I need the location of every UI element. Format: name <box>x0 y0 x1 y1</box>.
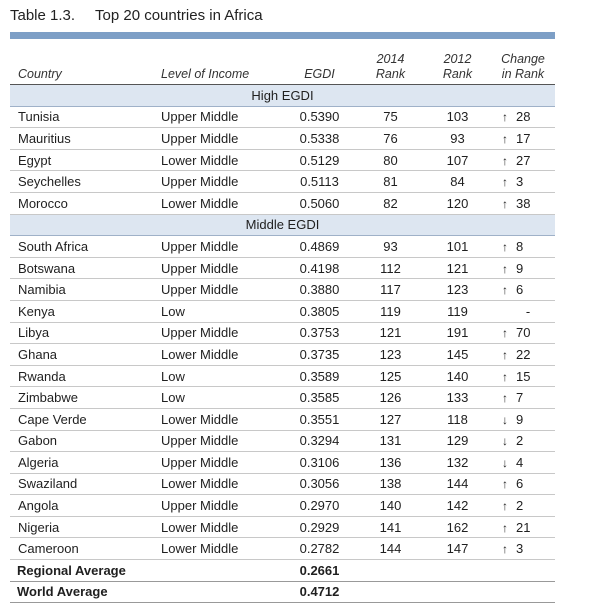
col-header-country: Country <box>18 67 62 81</box>
arrow-down-icon: ↓ <box>502 412 508 427</box>
arrow-down-icon: ↓ <box>502 455 508 470</box>
rank-2012-cell: 133 <box>424 387 491 409</box>
average-label: Regional Average <box>10 560 282 582</box>
arrow-up-icon: ↑ <box>502 261 508 276</box>
arrow-up-icon: ↑ <box>502 196 508 211</box>
income-cell: Lower Middle <box>157 538 282 560</box>
rank-2012-cell: 144 <box>424 473 491 495</box>
header-accent-bar <box>10 32 555 39</box>
income-cell: Upper Middle <box>157 128 282 150</box>
table-row <box>10 128 555 150</box>
rank-2014-cell: 136 <box>357 452 424 474</box>
rank-2012-cell: 129 <box>424 430 491 452</box>
change-value: 28 <box>516 109 531 125</box>
country-cell: Mauritius <box>10 128 157 150</box>
rank-2012-cell: 147 <box>424 538 491 560</box>
country-cell: Rwanda <box>10 365 157 387</box>
rank-2012-cell: 191 <box>424 322 491 344</box>
income-cell: Lower Middle <box>157 344 282 366</box>
arrow-up-icon: ↑ <box>502 175 508 190</box>
table-row <box>10 452 555 474</box>
table-header-row <box>10 44 555 85</box>
rank-2012-cell: 84 <box>424 171 491 193</box>
change-cell <box>491 171 555 193</box>
country-cell: Libya <box>10 322 157 344</box>
egdi-cell: 0.2970 <box>282 495 357 517</box>
income-cell: Lower Middle <box>157 192 282 214</box>
change-cell <box>491 300 555 322</box>
country-cell: Egypt <box>10 149 157 171</box>
rank-2014-cell: 80 <box>357 149 424 171</box>
change-value: 70 <box>516 325 531 341</box>
col-header-2012-rank: 2012 Rank <box>442 52 473 81</box>
change-value: 21 <box>516 519 531 535</box>
income-cell: Upper Middle <box>157 257 282 279</box>
egdi-cell: 0.4869 <box>282 236 357 258</box>
change-value: 38 <box>516 195 531 211</box>
egdi-cell: 0.3589 <box>282 365 357 387</box>
change-cell <box>491 257 555 279</box>
income-cell: Upper Middle <box>157 106 282 128</box>
rank-2014-cell: 126 <box>357 387 424 409</box>
income-cell: Lower Middle <box>157 408 282 430</box>
country-cell: Botswana <box>10 257 157 279</box>
change-cell <box>491 516 555 538</box>
table-row <box>10 106 555 128</box>
country-cell: Angola <box>10 495 157 517</box>
change-cell <box>491 236 555 258</box>
change-cell <box>491 538 555 560</box>
country-cell: Swaziland <box>10 473 157 495</box>
rank-2014-cell: 140 <box>357 495 424 517</box>
table-row <box>10 257 555 279</box>
table-row <box>10 300 555 322</box>
egdi-cell: 0.2782 <box>282 538 357 560</box>
rank-2014-cell: 141 <box>357 516 424 538</box>
arrow-up-icon: ↑ <box>502 542 508 557</box>
change-value: 22 <box>516 346 531 362</box>
rank-2014-cell: 138 <box>357 473 424 495</box>
country-cell: Gabon <box>10 430 157 452</box>
change-cell <box>491 106 555 128</box>
income-cell: Upper Middle <box>157 171 282 193</box>
country-cell: Ghana <box>10 344 157 366</box>
country-cell: Algeria <box>10 452 157 474</box>
country-cell: Tunisia <box>10 106 157 128</box>
group-band-row <box>10 214 555 236</box>
rank-2012-cell: 107 <box>424 149 491 171</box>
group-label: High EGDI <box>10 85 555 107</box>
rank-2012-cell: 123 <box>424 279 491 301</box>
rank-2012-cell: 162 <box>424 516 491 538</box>
country-cell: Nigeria <box>10 516 157 538</box>
col-header-change-line2: in Rank <box>501 67 545 81</box>
rank-2014-cell: 81 <box>357 171 424 193</box>
change-cell <box>491 149 555 171</box>
arrow-up-icon: ↑ <box>502 239 508 254</box>
change-value: 8 <box>516 238 524 254</box>
egdi-table <box>10 44 555 603</box>
table-row <box>10 408 555 430</box>
average-label: World Average <box>10 581 282 603</box>
egdi-cell: 0.3880 <box>282 279 357 301</box>
egdi-cell: 0.3753 <box>282 322 357 344</box>
rank-2012-cell: 145 <box>424 344 491 366</box>
change-value: 6 <box>516 476 524 492</box>
arrow-up-icon: ↑ <box>502 520 508 535</box>
egdi-cell: 0.3056 <box>282 473 357 495</box>
rank-2012-cell: 101 <box>424 236 491 258</box>
rank-2012-cell: 140 <box>424 365 491 387</box>
average-value: 0.2661 <box>282 560 357 582</box>
rank-2012-cell: 93 <box>424 128 491 150</box>
group-band-row <box>10 85 555 107</box>
change-value: 15 <box>516 368 531 384</box>
change-cell <box>491 495 555 517</box>
rank-2012-cell: 132 <box>424 452 491 474</box>
arrow-up-icon: ↑ <box>502 131 508 146</box>
rank-2014-cell: 75 <box>357 106 424 128</box>
rank-2014-cell: 119 <box>357 300 424 322</box>
rank-2014-cell: 125 <box>357 365 424 387</box>
change-value: 3 <box>516 174 524 190</box>
table-row <box>10 365 555 387</box>
egdi-cell: 0.5129 <box>282 149 357 171</box>
average-row <box>10 581 555 603</box>
table-row <box>10 516 555 538</box>
egdi-cell: 0.5390 <box>282 106 357 128</box>
average-row <box>10 560 555 582</box>
rank-2012-cell: 119 <box>424 300 491 322</box>
rank-2014-cell: 112 <box>357 257 424 279</box>
country-cell: South Africa <box>10 236 157 258</box>
egdi-cell: 0.5338 <box>282 128 357 150</box>
change-value: 3 <box>516 541 524 557</box>
change-value: 7 <box>516 390 524 406</box>
arrow-up-icon: ↑ <box>502 391 508 406</box>
income-cell: Upper Middle <box>157 452 282 474</box>
income-cell: Upper Middle <box>157 236 282 258</box>
arrow-down-icon: ↓ <box>502 434 508 449</box>
egdi-cell: 0.5060 <box>282 192 357 214</box>
change-cell <box>491 128 555 150</box>
table-row <box>10 344 555 366</box>
rank-2012-cell: 118 <box>424 408 491 430</box>
col-header-change-line1: Change <box>501 52 545 66</box>
table-row <box>10 236 555 258</box>
table-row <box>10 538 555 560</box>
table-row <box>10 171 555 193</box>
col-header-income: Level of Income <box>161 67 250 81</box>
group-label: Middle EGDI <box>10 214 555 236</box>
rank-2014-cell: 131 <box>357 430 424 452</box>
income-cell: Upper Middle <box>157 430 282 452</box>
country-cell: Namibia <box>10 279 157 301</box>
change-cell <box>491 192 555 214</box>
table-row <box>10 322 555 344</box>
table-row <box>10 192 555 214</box>
income-cell: Low <box>157 365 282 387</box>
change-cell <box>491 430 555 452</box>
rank-2012-cell: 142 <box>424 495 491 517</box>
average-value: 0.4712 <box>282 581 357 603</box>
income-cell: Lower Middle <box>157 516 282 538</box>
arrow-up-icon: ↑ <box>502 499 508 514</box>
rank-2012-cell: 103 <box>424 106 491 128</box>
table-row <box>10 430 555 452</box>
country-cell: Cape Verde <box>10 408 157 430</box>
arrow-up-icon: ↑ <box>502 477 508 492</box>
change-value: 27 <box>516 152 531 168</box>
rank-2014-cell: 121 <box>357 322 424 344</box>
change-value: 9 <box>516 411 524 427</box>
rank-2014-cell: 127 <box>357 408 424 430</box>
arrow-up-icon: ↑ <box>502 283 508 298</box>
rank-2012-cell: 121 <box>424 257 491 279</box>
change-value: 4 <box>516 454 524 470</box>
income-cell: Upper Middle <box>157 279 282 301</box>
country-cell: Morocco <box>10 192 157 214</box>
table-row <box>10 473 555 495</box>
change-cell <box>491 408 555 430</box>
change-value: 9 <box>516 260 524 276</box>
table-row <box>10 279 555 301</box>
egdi-cell: 0.3294 <box>282 430 357 452</box>
rank-2014-cell: 117 <box>357 279 424 301</box>
income-cell: Upper Middle <box>157 322 282 344</box>
change-value: 6 <box>516 282 524 298</box>
arrow-up-icon: ↑ <box>502 110 508 125</box>
table-caption <box>10 7 263 24</box>
table-row <box>10 387 555 409</box>
egdi-cell: 0.5113 <box>282 171 357 193</box>
egdi-cell: 0.4198 <box>282 257 357 279</box>
average-empty-cell <box>357 581 555 603</box>
change-cell <box>491 473 555 495</box>
table-title: Top 20 countries in Africa <box>95 7 263 24</box>
rank-2014-cell: 93 <box>357 236 424 258</box>
country-cell: Kenya <box>10 300 157 322</box>
country-cell: Zimbabwe <box>10 387 157 409</box>
table-number: Table 1.3. <box>10 7 76 24</box>
egdi-cell: 0.2929 <box>282 516 357 538</box>
rank-2014-cell: 123 <box>357 344 424 366</box>
arrow-up-icon: ↑ <box>502 153 508 168</box>
rank-2014-cell: 76 <box>357 128 424 150</box>
income-cell: Lower Middle <box>157 473 282 495</box>
table-row <box>10 149 555 171</box>
country-cell: Cameroon <box>10 538 157 560</box>
change-cell <box>491 387 555 409</box>
table-row <box>10 495 555 517</box>
change-value: - <box>525 303 531 319</box>
rank-2014-cell: 82 <box>357 192 424 214</box>
arrow-up-icon: ↑ <box>502 347 508 362</box>
country-cell: Seychelles <box>10 171 157 193</box>
income-cell: Low <box>157 387 282 409</box>
income-cell: Low <box>157 300 282 322</box>
egdi-cell: 0.3585 <box>282 387 357 409</box>
change-cell <box>491 322 555 344</box>
change-value: 17 <box>516 130 531 146</box>
average-empty-cell <box>357 560 555 582</box>
change-value: 2 <box>516 433 524 449</box>
income-cell: Upper Middle <box>157 495 282 517</box>
egdi-cell: 0.3106 <box>282 452 357 474</box>
table-body <box>10 85 555 603</box>
rank-2014-cell: 144 <box>357 538 424 560</box>
col-header-change <box>491 44 555 85</box>
change-cell <box>491 365 555 387</box>
col-header-egdi: EGDI <box>304 67 335 81</box>
arrow-up-icon: ↑ <box>502 326 508 341</box>
arrow-up-icon: ↑ <box>502 369 508 384</box>
change-cell <box>491 452 555 474</box>
col-header-2014-rank: 2014 Rank <box>375 52 406 81</box>
income-cell: Lower Middle <box>157 149 282 171</box>
rank-2012-cell: 120 <box>424 192 491 214</box>
egdi-cell: 0.3735 <box>282 344 357 366</box>
egdi-cell: 0.3805 <box>282 300 357 322</box>
egdi-cell: 0.3551 <box>282 408 357 430</box>
change-cell <box>491 344 555 366</box>
change-value: 2 <box>516 498 524 514</box>
change-cell <box>491 279 555 301</box>
